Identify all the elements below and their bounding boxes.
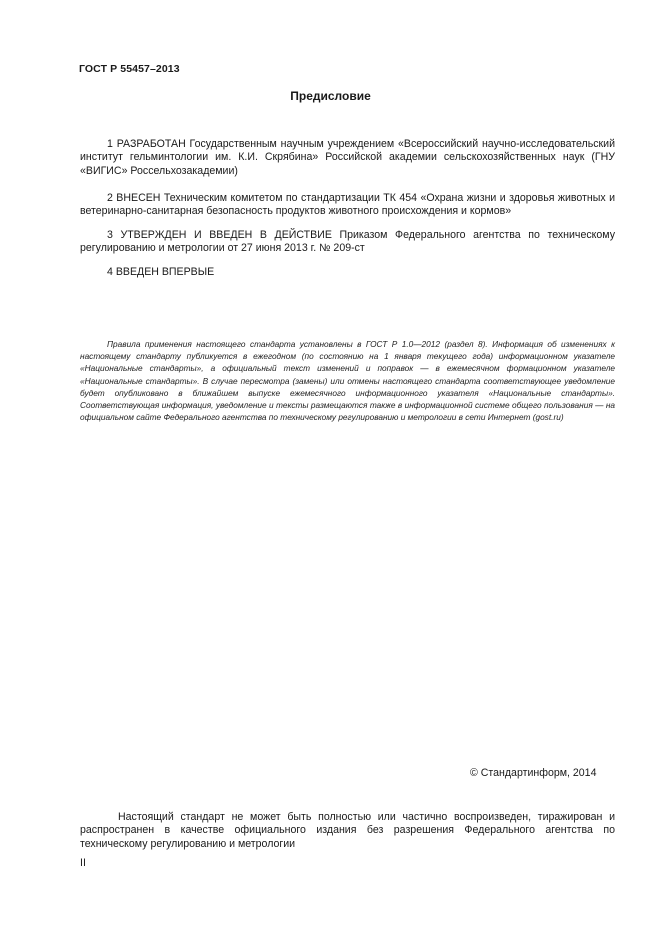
page-title: Предисловие (290, 89, 371, 103)
preface-item-3: 3 УТВЕРЖДЕН И ВВЕДЕН В ДЕЙСТВИЕ Приказом Федерального агентства по техническому регулированию и метрологии от 27 июня 2013 г. № 209-ст (80, 229, 615, 255)
preface-item-1: 1 РАЗРАБОТАН Государственным научным учреждением «Всероссийский научно-исследовательский институт гельминтологии им. К.И. Скрябина» Российской академии сельскохозяйственных наук (ГНУ «ВИГИС» Россельхозакадемии) (80, 138, 615, 177)
copyright-line: © Стандартинформ, 2014 (470, 767, 597, 779)
document-header: ГОСТ Р 55457–2013 (79, 63, 180, 75)
preface-item-2: 2 ВНЕСЕН Техническим комитетом по стандартизации ТК 454 «Охрана жизни и здоровья животных и ветеринарно-санитарная безопасность продуктов животного происхождения и кормов» (80, 192, 615, 218)
reproduction-rights-statement: Настоящий стандарт не может быть полностью или частично воспроизведен, тиражирован и распространен в качестве официального издания без разрешения Федерального агентства по техническому регулированию и метрологии (80, 811, 615, 850)
standard-usage-notice: Правила применения настоящего стандарта установлены в ГОСТ Р 1.0—2012 (раздел 8). Информация об изменениях к настоящему стандарту публикуется в ежегодном (по состоянию на 1 января текущего года) информационном указателе «Национальные стандарты», а официальный текст изменений и поправок — в ежемесячном формационном указателе «Национальные стандарты». В случае пересмотра (замены) или отмены настоящего стандарта соответствующее уведомление будет опубликовано в ближайшем выпуске ежемесячного информационного указателя «Национальные стандарты». Соответствующая информация, уведомление и тексты размещаются также в информационной системе общего пользования — на официальном сайте Федерального агентства по техническому регулированию и метрологии в сети Интернет (gost.ru) (80, 339, 615, 423)
page-number: II (80, 857, 86, 869)
preface-item-4: 4 ВВЕДЕН ВПЕРВЫЕ (107, 266, 215, 278)
